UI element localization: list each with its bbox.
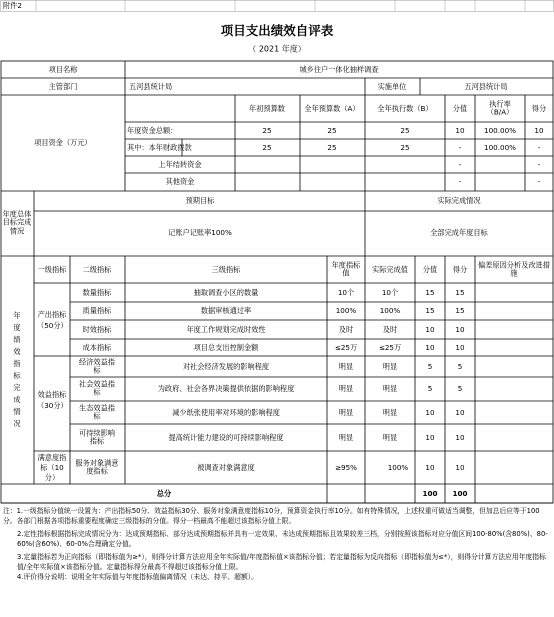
indicator-level2: 数量指标 — [82, 287, 112, 297]
header-annual-value: 年度指标值 — [331, 260, 361, 278]
indicator-level3: 对社会经济发展的影响程度 — [182, 361, 270, 371]
indicator-actual: ≤25万 — [378, 342, 402, 352]
note-item: 4.评价得分说明：说明全年实际值与年度指标值偏离情况（未达、持平、超额）。 — [17, 573, 258, 581]
total-label: 总分 — [156, 488, 172, 498]
indicator-score: 5 — [457, 383, 463, 393]
indicator-level2: 生态效益指标 — [79, 403, 115, 421]
funds-rate: 100.00% — [484, 142, 516, 152]
note-item: 注：1.一级指标分值统一设置为：产出指标50分、效益指标30分、服务对象满意度指标10分，预算资金执行率10分。如有特殊情况，上述权重可做适当调整，但加总后应等于100分。各部门根据各项指标重要程度确定三级指标的分值。得分一档最高不能超过该指标分值上限。 — [3, 507, 540, 525]
funds-initial: 25 — [262, 125, 272, 135]
funds-score-value: - — [458, 142, 462, 152]
indicator-score-value: 15 — [425, 305, 435, 315]
header-score: 得分 — [531, 103, 547, 113]
indicator-annual: 明显 — [338, 432, 354, 442]
indicator-level2: 服务对象满意度指标 — [75, 458, 119, 476]
indicator-score-value: 10 — [425, 324, 435, 334]
indicator-level3: 提高统计能力建设的可持续影响程度 — [168, 432, 284, 442]
notes — [3, 506, 551, 582]
group-output: 产出指标（50分） — [37, 310, 68, 330]
header-actual-value: 实际完成值 — [372, 264, 408, 274]
indicator-level2: 成本指标 — [82, 342, 112, 352]
indicators-label: 年度绩效指标完成情况 — [13, 311, 21, 428]
indicator-score: 15 — [455, 305, 465, 315]
indicator-level2: 时效指标 — [82, 324, 112, 334]
project-name-label: 项目名称 — [48, 64, 78, 74]
funds-executed: 25 — [400, 142, 410, 152]
indicator-annual: 明显 — [338, 361, 354, 371]
goals-planned-header: 预期目标 — [185, 195, 215, 205]
header-annual-full: 全年预算数（A） — [304, 103, 360, 113]
indicator-score-value: 5 — [427, 383, 433, 393]
funds-score: 10 — [534, 125, 544, 135]
header-executed: 全年执行数（B） — [377, 103, 433, 113]
page-title: 项目支出绩效自评表 — [220, 22, 334, 38]
indicator-score: 10 — [455, 407, 465, 417]
indicator-level3: 减少纸张使用率对环境的影响程度 — [172, 407, 280, 417]
funds-executed: 25 — [400, 125, 410, 135]
indicator-actual: 及时 — [382, 324, 398, 334]
indicator-annual: 明显 — [338, 407, 354, 417]
indicator-score-value: 10 — [425, 432, 435, 442]
indicator-actual: 明显 — [382, 361, 398, 371]
funds-full: 25 — [327, 125, 337, 135]
indicator-score: 10 — [455, 324, 465, 334]
funds-rate: 100.00% — [484, 125, 516, 135]
indicator-level2: 经济效益指标 — [79, 357, 115, 375]
year-line: （ 2021 年度） — [248, 44, 306, 54]
goals-planned: 记账户记账率100% — [168, 227, 232, 237]
total-value: 100 — [422, 488, 438, 498]
indicator-level3: 数据审核通过率 — [200, 305, 252, 315]
indicator-annual: 10个 — [337, 287, 355, 297]
header-indicator-score: 得分 — [452, 264, 468, 274]
note-item: 2.定性指标根据指标完成情况分为：达成预期指标、部分达成预期指标并具有一定效果、未达成预期指标且效果较差三档，分别按照该指标对应分值区间100-80%(含80%)、80-60%(含60%)、60-0%合理确定分值。 — [17, 530, 548, 548]
goals-actual: 全部完成年度目标 — [430, 227, 488, 237]
total-score: 100 — [452, 488, 468, 498]
goals-actual-header: 实际完成情况 — [437, 195, 481, 205]
funds-score-value: 10 — [455, 125, 465, 135]
indicator-score-value: 15 — [425, 287, 435, 297]
dept-label: 主管部门 — [48, 81, 78, 91]
indicator-annual: ≥95% — [335, 462, 357, 472]
group-benefit: 效益指标（30分） — [37, 390, 68, 410]
indicator-level3: 为政府、社会各界决策提供依据的影响程度 — [157, 383, 295, 393]
indicator-score: 10 — [455, 432, 465, 442]
header-exec-rate: 执行率（B/A） — [486, 99, 514, 117]
funds-score-value: - — [458, 176, 462, 186]
indicator-score: 10 — [455, 342, 465, 352]
dept-value: 五河县统计局 — [129, 81, 173, 91]
header-annual-initial: 年初预算数 — [249, 103, 285, 113]
indicator-level2: 社会效益指标 — [79, 379, 115, 397]
project-name: 城乡住户一体化抽样调查 — [299, 64, 379, 74]
indicator-score: 15 — [455, 287, 465, 297]
indicator-annual: 100% — [335, 305, 357, 315]
funds-score-value: - — [458, 159, 462, 169]
indicator-actual: 100% — [387, 462, 409, 472]
indicator-annual: 及时 — [338, 324, 354, 334]
indicator-actual: 明显 — [382, 432, 398, 442]
header-deviation: 偏差原因分析及改进措施 — [478, 260, 550, 278]
funds-label: 项目资金（万元） — [34, 137, 92, 147]
indicator-annual: 明显 — [338, 383, 354, 393]
header-level3: 三级指标 — [211, 264, 241, 274]
indicator-level3: 被调查对象满意度 — [197, 462, 255, 472]
indicator-score: 10 — [455, 462, 465, 472]
funds-row-label: 其中：本年财政拨款 — [127, 142, 192, 152]
note-item: 3.定量指标若为正向指标（即指标值为≥*），则得分计算方法应用全年实际值/年度指标值×该指标分值；若定量指标为反向指标（即指标值为≤*），则得分计算方法应用年度指标值/全年实际值×该指标分值。定量指标得分最高不得超过该指标分值上限。 — [17, 553, 546, 571]
header-indicator-score-value: 分值 — [422, 264, 438, 274]
funds-score: - — [537, 176, 541, 186]
header-level2: 二级指标 — [82, 264, 112, 274]
exec-unit-value: 五河县统计局 — [464, 81, 508, 91]
indicator-score-value: 5 — [427, 361, 433, 371]
indicator-level3: 抽取调查小区的数量 — [193, 287, 259, 297]
indicator-level2: 质量指标 — [82, 305, 112, 315]
indicator-level3: 年度工作规划完成时效性 — [186, 324, 266, 334]
attachment-label: 附件2 — [3, 0, 22, 10]
funds-score: - — [537, 159, 541, 169]
funds-initial: 25 — [262, 142, 272, 152]
header-level1: 一级指标 — [37, 264, 67, 274]
indicator-actual: 10个 — [381, 287, 399, 297]
goals-label: 年度总体目标完成情况 — [2, 209, 32, 236]
indicator-score-value: 10 — [425, 407, 435, 417]
indicator-score-value: 10 — [425, 462, 435, 472]
indicator-actual: 明显 — [382, 383, 398, 393]
exec-unit-label: 实施单位 — [377, 81, 407, 91]
indicator-actual: 明显 — [382, 407, 398, 417]
indicator-actual: 100% — [379, 305, 401, 315]
funds-row-label: 其他资金 — [165, 176, 195, 186]
indicator-score: 5 — [457, 361, 463, 371]
funds-full: 25 — [327, 142, 337, 152]
funds-row-label: 年度资金总额： — [127, 125, 178, 135]
funds-row-label: 上年结转资金 — [158, 159, 202, 169]
indicator-score-value: 10 — [425, 342, 435, 352]
group-satisfaction: 满意度指标（10分） — [37, 452, 67, 482]
indicator-level3: 项目总支出控制金额 — [193, 342, 259, 352]
indicator-level2: 可持续影响指标 — [79, 428, 115, 446]
funds-score: - — [537, 142, 541, 152]
header-score-value: 分值 — [452, 103, 468, 113]
indicator-annual: ≤25万 — [334, 342, 358, 352]
